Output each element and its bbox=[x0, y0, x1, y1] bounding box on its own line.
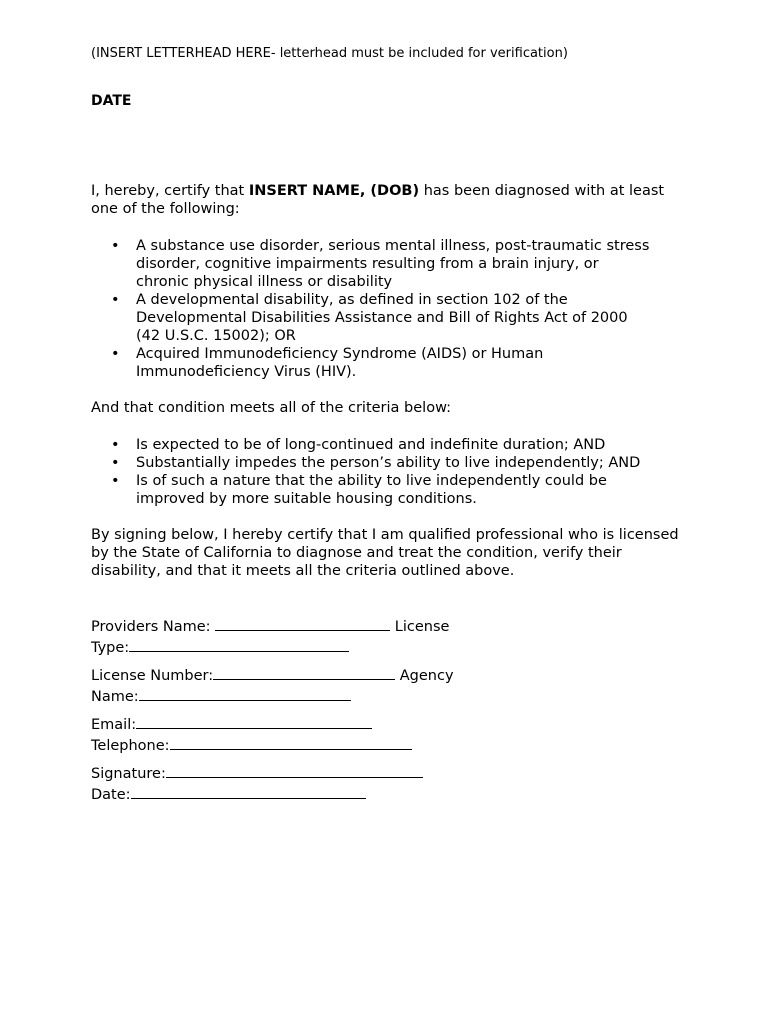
diagnosis-text: A developmental disability, as defined in section 102 of the Developmental Disabilities Assistance and Bill of Rights Act of 2000 (42 U.S.C. 15002); OR bbox=[136, 292, 628, 344]
diagnosis-text: A substance use disorder, serious mental illness, post-traumatic stress disorder, cognitive impairments resulting from a brain injury, or chronic physical illness or disability bbox=[136, 238, 650, 290]
intro-suffix: has been diagnosed with at least one of the following: bbox=[91, 183, 665, 217]
bullet-icon: • bbox=[111, 292, 120, 308]
list-item bbox=[91, 291, 651, 345]
bullet-icon: • bbox=[111, 238, 120, 254]
license-label: License bbox=[394, 619, 450, 635]
bullet-icon: • bbox=[111, 437, 120, 453]
certification-paragraph: By signing below, I hereby certify that I am qualified professional who is licensed by the State of California to diagnose and treat the condition, verify their disability, and that it meets all the criteria outlined above. bbox=[91, 527, 679, 579]
bullet-icon: • bbox=[111, 473, 120, 489]
telephone-label: Telephone: bbox=[91, 738, 170, 754]
list-item bbox=[91, 472, 651, 508]
list-item bbox=[91, 237, 651, 291]
license-number-field[interactable] bbox=[213, 665, 395, 680]
email-field[interactable] bbox=[136, 714, 372, 729]
email-label: Email: bbox=[91, 717, 137, 733]
bullet-icon: • bbox=[111, 346, 120, 362]
list-item bbox=[91, 454, 651, 472]
diagnosis-list bbox=[91, 237, 651, 381]
intro-prefix: I, hereby, certify that bbox=[91, 183, 249, 199]
criteria-list bbox=[91, 436, 651, 508]
telephone-field[interactable] bbox=[170, 735, 412, 750]
provider-license-fields bbox=[91, 616, 491, 658]
signature-date-field[interactable] bbox=[131, 784, 366, 799]
list-item bbox=[91, 436, 651, 454]
agency-label: Agency bbox=[399, 668, 454, 684]
agency-name-field[interactable] bbox=[139, 686, 351, 701]
contact-fields bbox=[91, 714, 491, 756]
agency-name-label: Name: bbox=[91, 689, 139, 705]
providers-name-label: Providers Name: bbox=[91, 619, 211, 635]
license-type-field[interactable] bbox=[129, 637, 349, 652]
diagnosis-text: Acquired Immunodeficiency Syndrome (AIDS) or Human Immunodeficiency Virus (HIV). bbox=[136, 346, 544, 380]
providers-name-field[interactable] bbox=[215, 616, 390, 631]
license-agency-fields bbox=[91, 665, 491, 707]
signature-label: Signature: bbox=[91, 766, 166, 782]
criteria-text: Is of such a nature that the ability to live independently could be improved by more suitable housing conditions. bbox=[136, 473, 607, 507]
letterhead-placeholder: (INSERT LETTERHEAD HERE- letterhead must be included for verification) bbox=[91, 46, 568, 61]
signature-date-label: Date: bbox=[91, 787, 131, 803]
criteria-intro: And that condition meets all of the criteria below: bbox=[91, 400, 452, 416]
criteria-text: Substantially impedes the person’s ability to live independently; AND bbox=[136, 455, 641, 471]
signature-fields bbox=[91, 763, 491, 805]
bullet-icon: • bbox=[111, 455, 120, 471]
name-placeholder: INSERT NAME, (DOB) bbox=[248, 183, 420, 199]
license-type-label: Type: bbox=[91, 640, 130, 656]
intro-paragraph bbox=[91, 182, 681, 218]
list-item bbox=[91, 345, 651, 381]
criteria-text: Is expected to be of long-continued and indefinite duration; AND bbox=[136, 437, 606, 453]
date-heading: DATE bbox=[91, 93, 132, 109]
license-number-label: License Number: bbox=[91, 668, 214, 684]
signature-field[interactable] bbox=[166, 763, 423, 778]
